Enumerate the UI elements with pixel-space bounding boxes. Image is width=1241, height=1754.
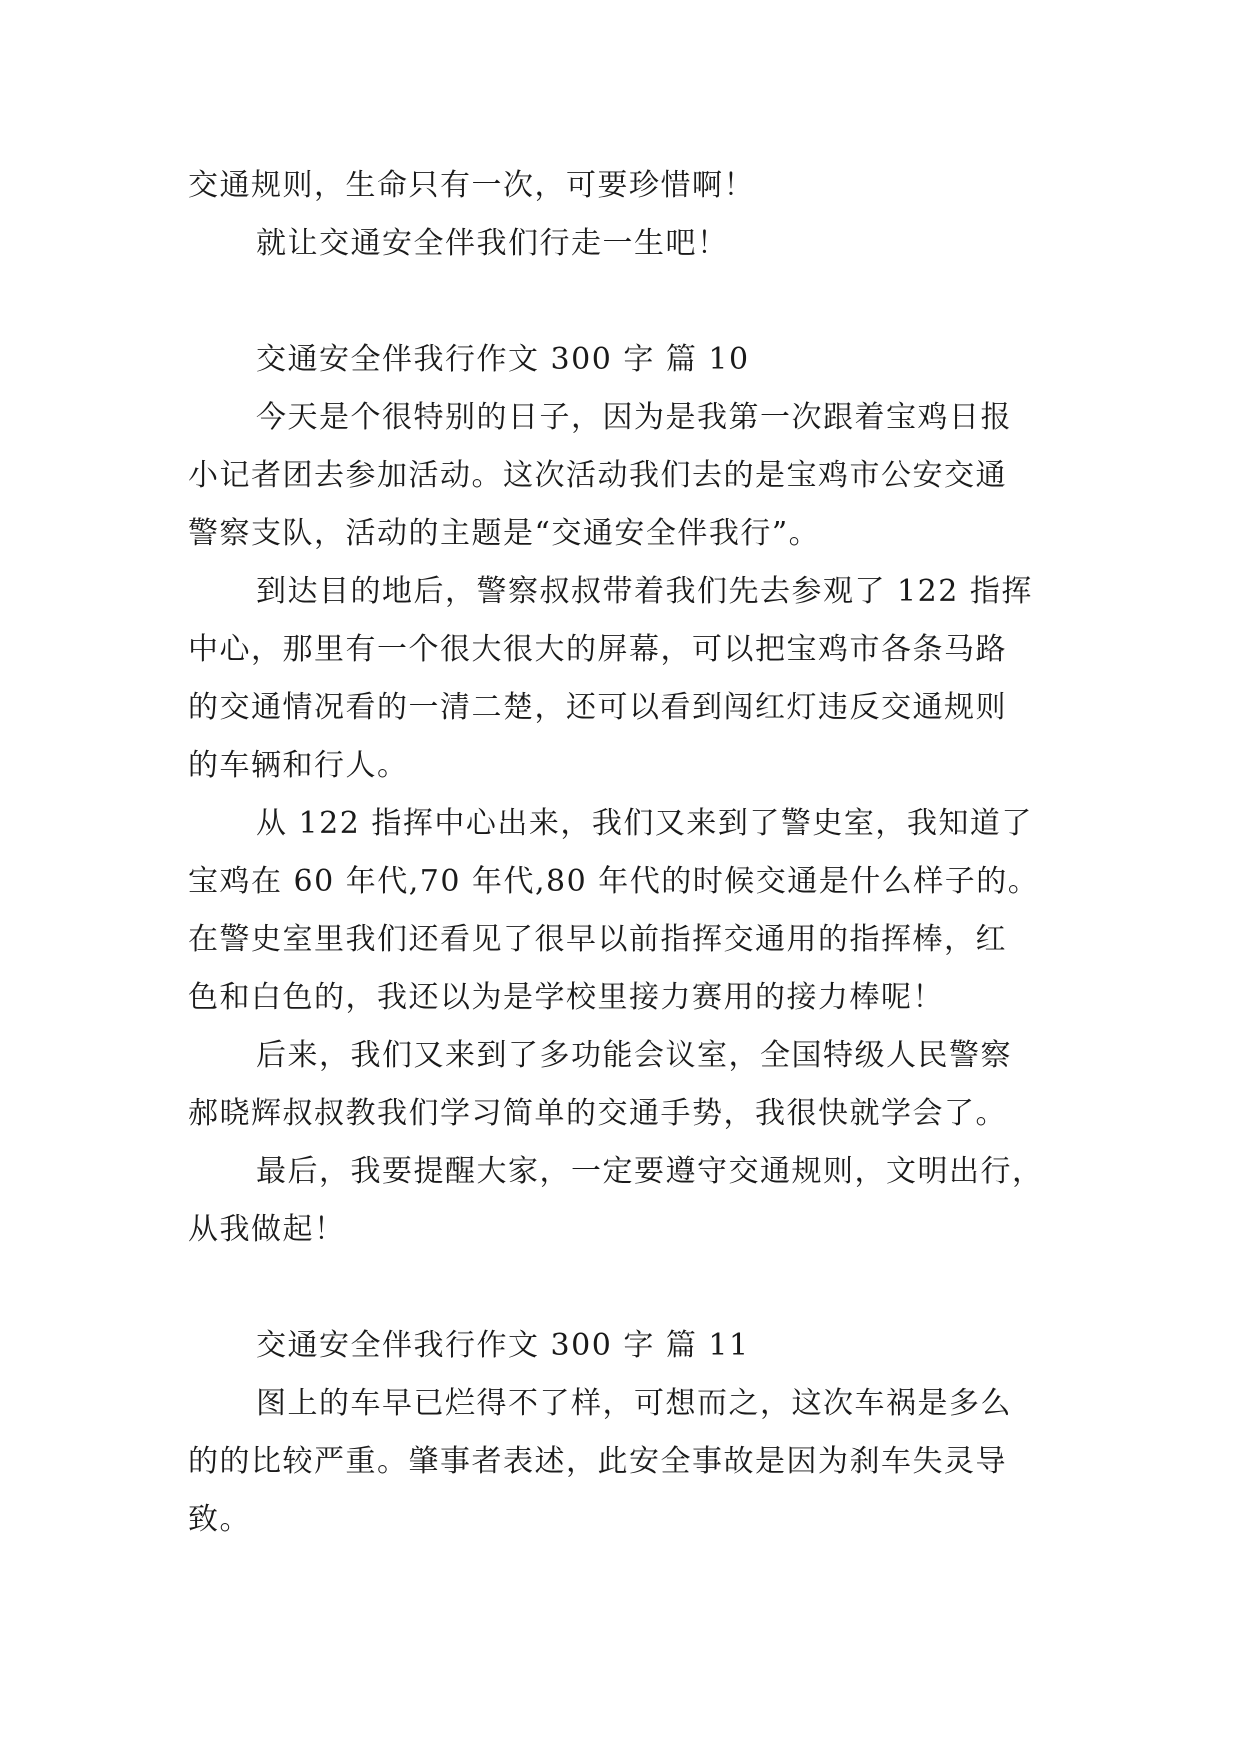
- paragraph-line: 图上的车早已烂得不了样，可想而之，这次车祸是多么: [256, 1386, 1012, 1421]
- section-heading-11: 交通安全伴我行作文 300 字 篇 11: [256, 1328, 750, 1363]
- paragraph-line: 致。: [188, 1502, 251, 1537]
- paragraph-line: 警察支队，活动的主题是“交通安全伴我行”。: [188, 516, 821, 551]
- section-spacer: [188, 273, 1068, 331]
- paragraph-line: 宝鸡在 60 年代,70 年代,80 年代的时候交通是什么样子的。: [188, 864, 1040, 899]
- section-heading-10: 交通安全伴我行作文 300 字 篇 10: [256, 342, 750, 377]
- document-body: [188, 157, 1068, 1549]
- paragraph-line: 的的比较严重。肇事者表述，此安全事故是因为刹车失灵导: [188, 1444, 1007, 1479]
- paragraph-line: 最后，我要提醒大家，一定要遵守交通规则，文明出行，: [256, 1154, 1044, 1189]
- paragraph-line: 小记者团去参加活动。这次活动我们去的是宝鸡市公安交通: [188, 458, 1007, 493]
- paragraph-line: 交通规则，生命只有一次，可要珍惜啊！: [188, 168, 755, 203]
- paragraph-line: 郝晓辉叔叔教我们学习简单的交通手势，我很快就学会了。: [188, 1096, 1007, 1131]
- paragraph-line: 后来，我们又来到了多功能会议室，全国特级人民警察: [256, 1038, 1012, 1073]
- section-spacer: [188, 1259, 1068, 1317]
- paragraph-line: 到达目的地后，警察叔叔带着我们先去参观了 122 指挥: [256, 574, 1033, 609]
- paragraph-line: 中心，那里有一个很大很大的屏幕，可以把宝鸡市各条马路: [188, 632, 1007, 667]
- paragraph-line: 的交通情况看的一清二楚，还可以看到闯红灯违反交通规则: [188, 690, 1007, 725]
- paragraph-line: 色和白色的，我还以为是学校里接力赛用的接力棒呢！: [188, 980, 944, 1015]
- paragraph-line: 今天是个很特别的日子，因为是我第一次跟着宝鸡日报: [256, 400, 1012, 435]
- paragraph-line: 的车辆和行人。: [188, 748, 409, 783]
- paragraph-line: 从我做起！: [188, 1212, 346, 1247]
- paragraph-line: 在警史室里我们还看见了很早以前指挥交通用的指挥棒，红: [188, 922, 1007, 957]
- paragraph-line: 就让交通安全伴我们行走一生吧！: [256, 226, 729, 261]
- paragraph-line: 从 122 指挥中心出来，我们又来到了警史室，我知道了: [256, 806, 1033, 841]
